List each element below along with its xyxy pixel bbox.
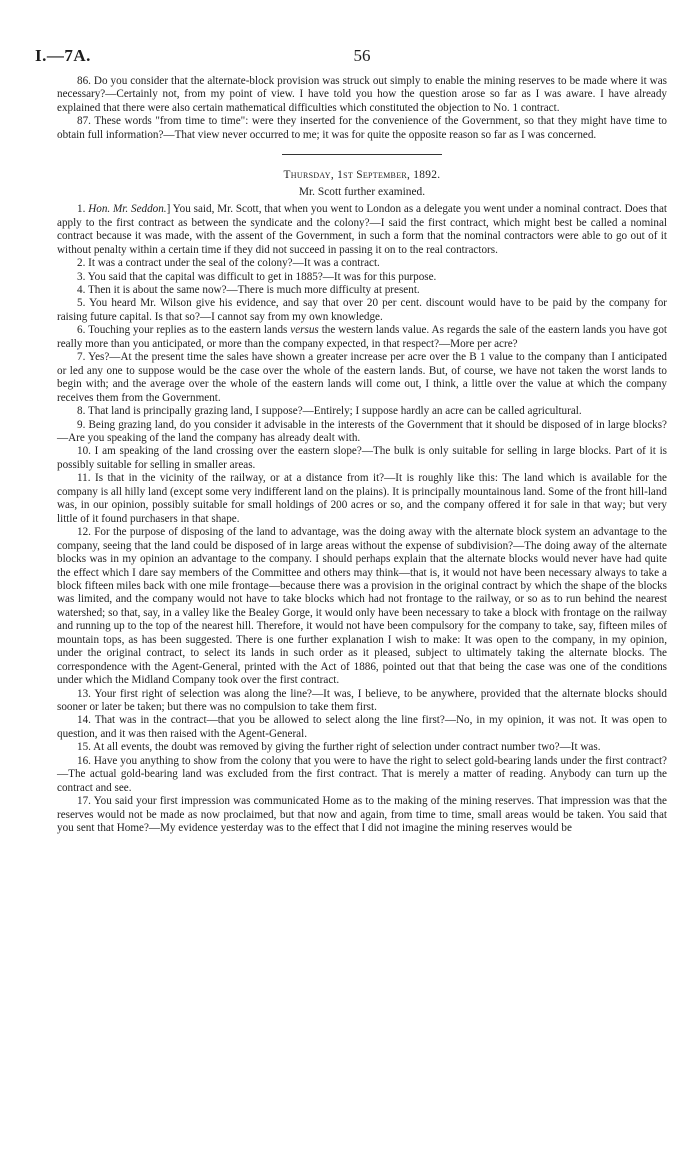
question-paragraph: 14. That was in the contract—that you be allowed to select along the line first?—No, in my opinion, it was not. It was open to question, and it was then raised with the Agent-General. — [57, 714, 667, 740]
para-body: the western lands value. As regards the sale of the eastern lands you have got really more than you anticipated, or more than the company expected, in that respect?—More per acre? — [57, 324, 667, 350]
italic-term: versus — [290, 324, 319, 337]
question-paragraph: 15. At all events, the doubt was removed by giving the further right of selection under contract number two?—It was. — [77, 741, 601, 754]
para-lead: 1. — [77, 203, 89, 216]
question-paragraph: 7. Yes?—At the present time the sales have shown a greater increase per acre over the B 1 value to the company than I anticipated or led any one to suppose would be the case over the whole of the eastern lands. But, of course, we have not taken the worst lands to begin with; and the average over the whole of the eastern lands will come out, I think, a little over the value at which the company receives them from the Government. — [57, 351, 667, 404]
document-reference: I.—7A. — [35, 46, 91, 65]
question-paragraph: 87. These words "from time to time": were they inserted for the convenience of the Government, so that they might have time to obtain full information?—That view never occurred to me; it was for quite the opposite reason so far as I was concerned. — [57, 115, 667, 141]
question-paragraph: 12. For the purpose of disposing of the land to advantage, was the doing away with the alternate block system an advantage to the company, seeing that the land could be disposed of in large areas without the expense of subdivision?—The doing away of the alternate blocks was in my opinion an advantage to the company. I should perhaps explain that the alternate blocks would never have had quite the effect which I dare say members of the Committee and others may think—that is, it would not have been necessary always to take a block fifteen miles back with one mile frontage—because there was a provision in the original contract by which the shape of the blocks was limited, and the company would not have to take blocks which had not frontage to the railway, or so as to run behind the nearest watershed; so that, say, in a valley like the Bealey Gorge, it would only have been necessary to take a block with frontage on the railway and running up to the top of the nearest hill. Therefore, it would not have been compulsory for the company to take, say, fifteen miles of mountain tops, as has been suggested. There is one further explanation I wish to make: It was open to the company, in my opinion, under the original contract, to select its lands in such order as it pleased, subject to ultimately taking the alternate blocks. The correspondence with the Agent-General, printed with the Act of 1886, pointed out that that being the case was one of the conditions under which the Midland Company took over the first contract. — [57, 526, 667, 687]
document-page — [35, 46, 668, 836]
para-body: ] You said, Mr. Scott, that when you went to London as a delegate you went under a nominal contract. Does that apply to the first contract as between the syndicate and the colony?—I said the first contract, which might best be called a nominal contract because it was made, with the assent of the Government, in such a form that the nominal contractors were able to go out of it without penalty within a certain time if they did not succeed in passing it on to the real contractors. — [57, 203, 668, 256]
page-header — [35, 46, 667, 74]
section-divider — [282, 154, 442, 155]
evidence-body — [57, 203, 667, 835]
intro-block — [57, 75, 667, 142]
session-date: Thursday, 1st September, 1892. — [283, 169, 441, 182]
question-paragraph: 11. Is that in the vicinity of the railway, or at a distance from it?—It is roughly like this: The land which is available for the company is all hilly land (except some very indifferent land on the plains). It is principally mountainous land. Some of the front hill-land was, in our opinion, possibly suitable for small holdings of 200 acres or so, and the company offered it for sale in that way; but very little of it found purchasers in that shape. — [57, 472, 667, 525]
question-paragraph: 8. That land is principally grazing land, I suppose?—Entirely; I suppose hardly an acre can be called agricultural. — [77, 405, 582, 418]
para-lead: 6. Touching your replies as to the eastern lands — [77, 324, 291, 337]
question-paragraph: 10. I am speaking of the land crossing over the eastern slope?—The bulk is only suitable for selling in large blocks. Part of it is possibly suitable for selling in smaller areas. — [57, 445, 667, 471]
question-paragraph: 4. Then it is about the same now?—There is much more difficulty at present. — [77, 283, 420, 296]
question-paragraph — [57, 203, 667, 257]
question-paragraph: 16. Have you anything to show from the colony that you were to have the right to select gold-bearing lands under the first contract?—The actual gold-bearing land was excluded from the first contract. That is merely a matter of reading. Anybody can turn up the contract and see. — [57, 754, 667, 794]
question-paragraph — [57, 324, 667, 351]
question-paragraph: 3. You said that the capital was difficult to get in 1885?—It was for this purpose. — [77, 270, 437, 283]
question-paragraph: 2. It was a contract under the seal of the colony?—It was a contract. — [77, 257, 380, 270]
question-paragraph: 5. You heard Mr. Wilson give his evidence, and say that over 20 per cent. discount would have to be paid by the company for raising future capital. Is that so?—I cannot say from my own knowledge. — [57, 297, 667, 323]
question-paragraph: 13. Your first right of selection was along the line?—It was, I believe, to be anywhere, provided that the alternate blocks should sooner or later be taken; but there was no compulsion to take them first. — [57, 687, 667, 714]
speaker-name: Hon. Mr. Seddon. — [88, 203, 167, 216]
question-paragraph: 86. Do you consider that the alternate-block provision was struck out simply to enable the mining reserves to be made where it was necessary?—Certainly not, from my point of view. I have told you how the question arose so far as I was aware. I have already explained that there were also certain mathematical difficulties which constituted the objection to No. 1 contract. — [57, 75, 667, 114]
page-number: 56 — [353, 46, 371, 65]
session-subheading: Mr. Scott further examined. — [298, 186, 426, 199]
question-paragraph: 17. You said your first impression was communicated Home as to the making of the mining reserves. That impression was that the reserves would not be made as now proclaimed, but that now and again, from time to time, small areas would be taken. You said that you sent that Home?—My evidence yesterday was to the effect that I did not imagine the mining reserves would be — [57, 795, 667, 835]
question-paragraph: 9. Being grazing land, do you consider it advisable in the interests of the Government that it should be disposed of in large blocks?—Are you speaking of the land the company has already dealt with. — [57, 418, 667, 444]
